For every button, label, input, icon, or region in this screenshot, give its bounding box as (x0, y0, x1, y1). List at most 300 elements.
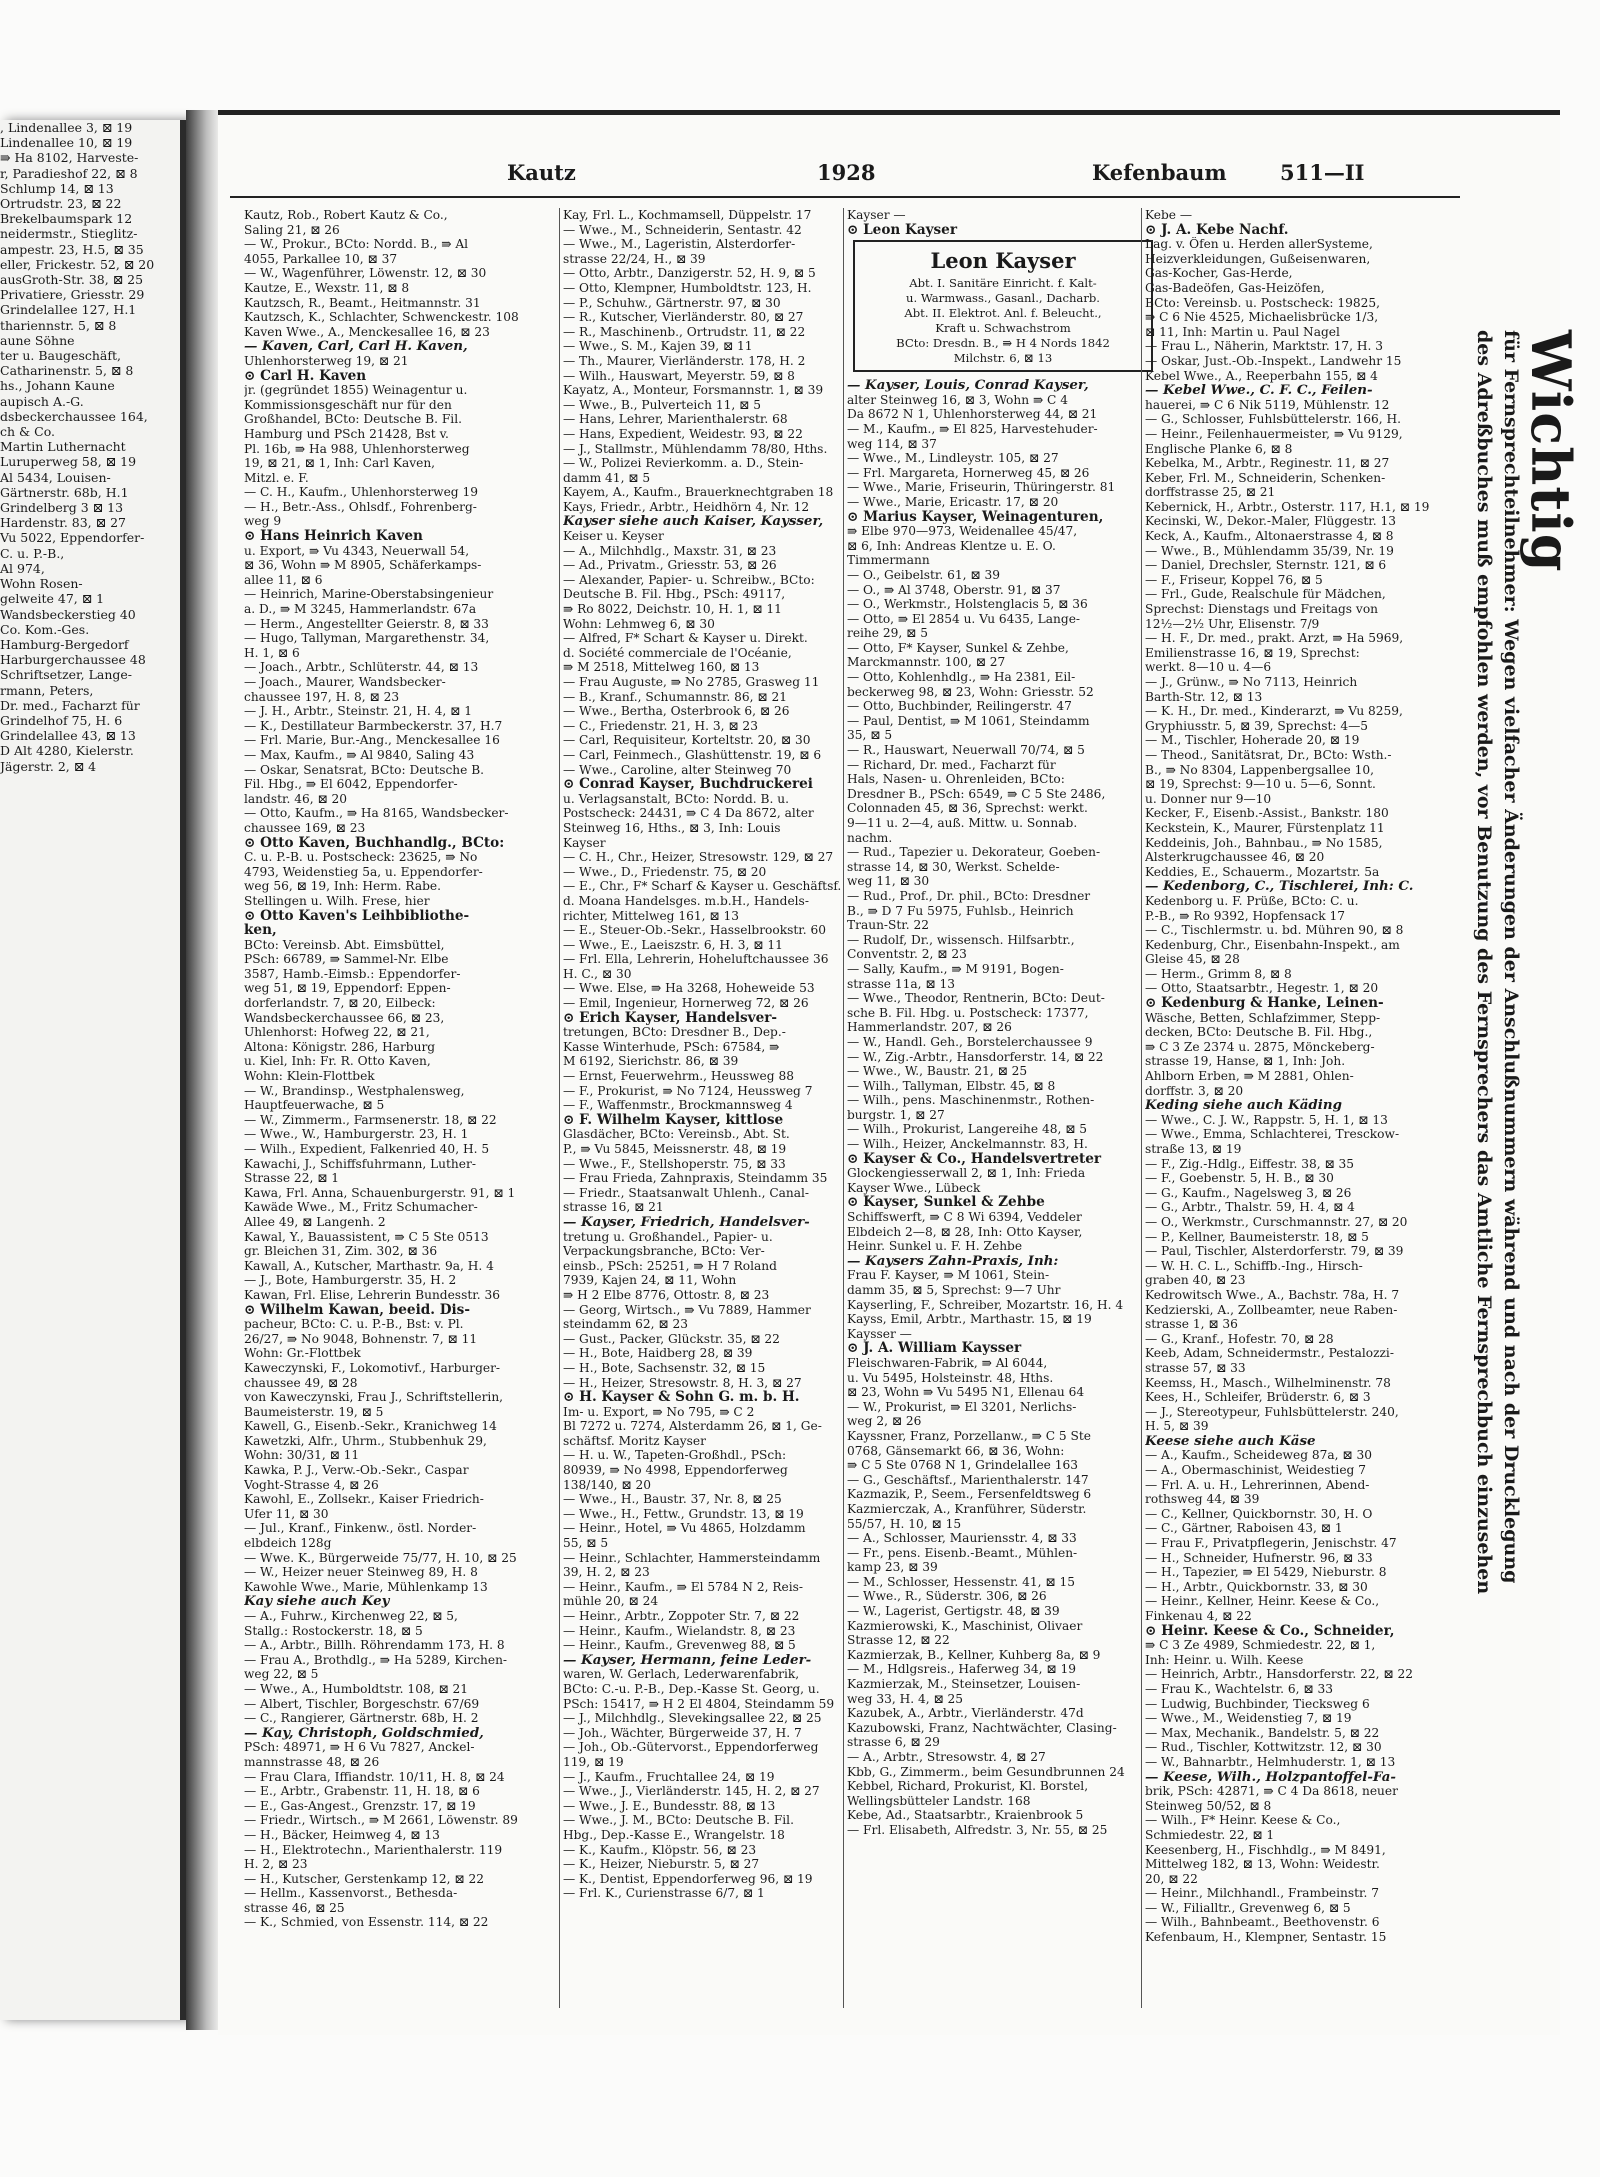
directory-firm-entry: ⊙ Hans Heinrich Kaven (244, 529, 423, 544)
directory-firm-entry: ⊙ Erich Kayser, Handelsver- (563, 1010, 778, 1026)
directory-entry: — Wwe., Emma, Schlachterei, Tresckow- (1145, 1127, 1400, 1142)
left-page-entry: D Alt 4280, Kielerstr. (0, 743, 134, 759)
directory-entry: — Frl. Margareta, Hornerweg 45, ⊠ 26 (847, 465, 1090, 480)
directory-entry: Colonnaden 45, ⊠ 36, Sprechst: werkt. (847, 801, 1088, 816)
ad-line: Kraft u. Schwachstrom (935, 321, 1071, 336)
directory-entry: 138/140, ⊠ 20 (563, 1477, 651, 1492)
directory-entry: — Wwe., Caroline, alter Steinweg 70 (563, 762, 792, 777)
directory-entry: — Wilh., Expedient, Falkenried 40, H. 5 (244, 1142, 490, 1156)
directory-entry: — C. H., Chr., Heizer, Stresowstr. 129, ⊠ 27 (563, 850, 834, 865)
directory-entry: Kazubowski, Franz, Nachtwächter, Clasing- (847, 1720, 1117, 1735)
directory-entry: — Heinr., Kellner, Heinr. Keese & Co., (1145, 1594, 1380, 1609)
directory-entry: ⇛ C 5 Ste 0768 N 1, Grindelallee 163 (847, 1458, 1079, 1473)
side-notice-line-2: des Adreßbuches muß empfohlen werden, vor Benutzung des Fernsprechers das Amtliche Fernsprechbuch einzusehen (1473, 330, 1495, 1595)
directory-entry: — Paul, Dentist, ⇛ M 1061, Steindamm (847, 713, 1090, 728)
directory-entry: Im- u. Export, ⇛ No 795, ⇛ C 2 (563, 1404, 755, 1419)
directory-entry: Wellingsbütteler Landstr. 168 (847, 1793, 1031, 1808)
directory-entry: sche B. Fil. Hbg. u. Postscheck: 17377, (847, 1005, 1089, 1020)
left-page-entry: Catharinenstr. 5, ⊠ 8 (0, 363, 134, 379)
directory-entry: — H. F., Dr. med., prakt. Arzt, ⇛ Ha 5969, (1145, 631, 1404, 646)
directory-entry: — J., Milchhdlg., Slevekingsallee 22, ⊠ 25 (563, 1711, 822, 1726)
directory-entry: — W., Bahnarbtr., Helmhuderstr. 1, ⊠ 13 (1145, 1754, 1396, 1769)
directory-entry: — Alexander, Papier- u. Schreibw., BCto: (563, 572, 815, 587)
directory-entry: — Otto, Klempner, Humboldtstr. 123, H. (563, 280, 812, 295)
directory-entry: — Hugo, Tallyman, Margarethenstr. 34, (244, 631, 490, 646)
directory-entry: — Kayser, Hermann, feine Leder- (563, 1652, 812, 1668)
directory-entry: Keesenberg, H., Fischhdlg., ⇛ M 8491, (1145, 1842, 1386, 1857)
directory-entry: Kedenborg u. F. Prüße, BCto: C. u. (1145, 893, 1359, 908)
left-page-entry: Grindelallee 43, ⊠ 13 (0, 728, 136, 744)
directory-entry: gr. Bleichen 31, Zim. 302, ⊠ 36 (244, 1244, 438, 1259)
directory-entry: — J., Kaufm., Fruchtallee 24, ⊠ 19 (563, 1769, 775, 1784)
directory-entry: Kayser (563, 835, 606, 850)
directory-entry: von Kaweczynski, Frau J., Schriftstellerin, (244, 1390, 504, 1405)
directory-entry: Deutsche B. Fil. Hbg., PSch: 49117, (563, 587, 786, 602)
directory-entry: Gas-Kocher, Gas-Herde, (1145, 266, 1293, 281)
directory-entry: — J., Bote, Hamburgerstr. 35, H. 2 (244, 1273, 457, 1288)
directory-entry: — Joh., Wächter, Bürgerweide 37, H. 7 (563, 1725, 802, 1740)
ad-line: u. Warmwass., Gasanl., Dacharb. (906, 291, 1100, 306)
directory-entry: Kazmazik, P., Seem., Fersenfeldtsweg 6 (847, 1487, 1092, 1502)
directory-entry: Kawell, G., Eisenb.-Sekr., Kranichweg 14 (244, 1419, 497, 1434)
directory-entry: — Wwe., M., Lindleystr. 105, ⊠ 27 (847, 451, 1059, 466)
side-notice (1470, 330, 1583, 1830)
directory-entry: — Wwe., M., Weidenstieg 7, ⊠ 19 (1145, 1711, 1352, 1726)
directory-entry: 80939, ⇛ No 4998, Eppendorferweg (563, 1463, 788, 1478)
directory-entry: Kecker, F., Eisenb.-Assist., Bankstr. 180 (1145, 806, 1389, 821)
directory-entry: ⊠ 19, Sprechst: 9—10 u. 5—6, Sonnt. (1145, 777, 1376, 792)
ad-line: Milchstr. 6, ⊠ 13 (953, 351, 1053, 366)
left-page-entry: Lindenallee 10, ⊠ 19 (0, 135, 133, 151)
directory-entry: strasse 19, Hanse, ⊠ 1, Inh: Joh. (1145, 1054, 1346, 1069)
directory-entry: — Herm., Grimm 8, ⊠ 8 (1145, 966, 1292, 981)
directory-entry: — Carl, Feinmech., Glashüttenstr. 19, ⊠ 6 (563, 747, 822, 762)
directory-entry: — Joach., Maurer, Wandsbecker- (244, 675, 446, 689)
directory-entry: weg 33, H. 4, ⊠ 25 (847, 1691, 964, 1706)
directory-entry: 26/27, ⇛ No 9048, Bohnenstr. 7, ⊠ 11 (244, 1331, 478, 1346)
directory-entry: — Rudolf, Dr., wissensch. Hilfsarbtr., (847, 932, 1075, 947)
directory-entry: Gleise 45, ⊠ 28 (1145, 952, 1240, 967)
directory-entry: — Ernst, Feuerwehrm., Heussweg 88 (563, 1069, 794, 1084)
column-separator (559, 208, 560, 2008)
directory-entry: PSch: 15417, ⇛ H 2 El 4804, Steindamm 59 (563, 1696, 835, 1711)
directory-entry: Kayser — (847, 208, 906, 222)
header-right-keyword: Kefenbaum (1092, 160, 1227, 185)
directory-entry: — H., Bote, Haidberg 28, ⊠ 39 (563, 1346, 753, 1361)
directory-entry: pacheur, BCto: C. u. P.-B., Bst: v. Pl. (244, 1317, 464, 1332)
directory-entry: — Georg, Wirtsch., ⇛ Vu 7889, Hammer (563, 1302, 811, 1317)
directory-entry: Wohn: Gr.-Flottbek (244, 1346, 361, 1361)
directory-entry: — Wwe., D., Friedenstr. 75, ⊠ 20 (563, 864, 767, 879)
directory-entry: PSch: 48971, ⇛ H 6 Vu 7827, Anckel- (244, 1740, 475, 1755)
directory-entry: — A., Milchhdlg., Maxstr. 31, ⊠ 23 (563, 543, 777, 558)
directory-entry: — W., Wagenführer, Löwenstr. 12, ⊠ 30 (244, 266, 487, 281)
left-page-entry: Vu 5022, Eppendorfer- (0, 530, 145, 546)
directory-entry: Strasse 12, ⊠ 22 (847, 1633, 950, 1648)
directory-entry: — Richard, Dr. med., Facharzt für (847, 757, 1056, 772)
directory-entry: Mittelweg 182, ⊠ 13, Wohn: Weidestr. (1145, 1857, 1380, 1872)
directory-entry: — Wwe., H., Fettw., Grundstr. 13, ⊠ 19 (563, 1506, 804, 1521)
directory-entry: — Wilh., pens. Maschinenmstr., Rothen- (847, 1093, 1095, 1108)
directory-entry: — Ludwig, Buchbinder, Tiecksweg 6 (1145, 1696, 1370, 1711)
directory-entry: P., ⇛ Vu 5845, Meissnerstr. 48, ⊠ 19 (563, 1142, 787, 1156)
directory-entry: Kautzsch, R., Beamt., Heitmannstr. 31 (244, 295, 481, 310)
directory-entry: — Hans, Expedient, Weidestr. 93, ⊠ 22 (563, 426, 803, 441)
left-page-entry: Wandsbeckerstieg 40 (0, 606, 136, 622)
directory-entry: — Oskar, Senatsrat, BCto: Deutsche B. (244, 762, 485, 777)
directory-entry: — F., Waffenmstr., Brockmannsweg 4 (563, 1098, 793, 1113)
directory-entry: — Wilh., Prokurist, Langereihe 48, ⊠ 5 (847, 1122, 1088, 1137)
column-2 (563, 208, 875, 2008)
directory-entry: — Wilh., F* Heinr. Keese & Co., (1145, 1813, 1341, 1828)
directory-entry: — Wwe., E., Laeiszstr. 6, H. 3, ⊠ 11 (563, 937, 783, 952)
directory-entry: 12½—2½ Uhr, Elisenstr. 7/9 (1145, 616, 1320, 631)
directory-entry: — W., Zimmerm., Farmsenerstr. 18, ⊠ 22 (244, 1112, 497, 1127)
directory-entry: — F., Prokurist, ⇛ No 7124, Heussweg 7 (563, 1083, 813, 1098)
directory-entry: strasse 11a, ⊠ 13 (847, 976, 955, 991)
directory-entry: hauerei, ⇛ C 6 Nik 5119, Mühlenstr. 12 (1145, 397, 1390, 412)
directory-entry: 0768, Gänsemarkt 66, ⊠ 36, Wohn: (847, 1443, 1065, 1458)
directory-entry: — M., Schlosser, Hessenstr. 41, ⊠ 15 (847, 1574, 1076, 1589)
directory-entry: Inh: Heinr. u. Wilh. Keese (1145, 1652, 1304, 1667)
directory-entry: Pl. 16b, ⇛ Ha 988, Uhlenhorsterweg (244, 441, 470, 456)
directory-entry: — Gust., Packer, Glückstr. 35, ⊠ 22 (563, 1331, 780, 1346)
directory-entry: Keckstein, K., Maurer, Fürstenplatz 11 (1145, 820, 1385, 835)
directory-entry: — Otto, Buchbinder, Reilingerstr. 47 (847, 699, 1072, 714)
directory-entry: — F., Zig.-Hdlg., Eiffestr. 38, ⊠ 35 (1145, 1156, 1355, 1171)
directory-entry: nachm. (847, 830, 893, 845)
directory-entry: — J., Grünw., ⇛ No 7113, Heinrich (1145, 675, 1358, 689)
side-notice-line-1: für Fernsprechteilnehmer: Wegen vielfacher Änderungen der Anschlußnummern während und nach der Drucklegung (1500, 330, 1522, 1584)
directory-entry: B., ⇛ D 7 Fu 5975, Fuhlsb., Heinrich (847, 903, 1074, 918)
directory-entry: — Heinr., Feilenhauermeister, ⇛ Vu 9129, (1145, 426, 1403, 441)
directory-entry: — Wwe., R., Süderstr. 306, ⊠ 26 (847, 1589, 1047, 1604)
directory-entry: Uhlenhorsterweg 19, ⊠ 21 (244, 353, 409, 368)
directory-entry: — E., Gas-Angest., Grenzstr. 17, ⊠ 19 (244, 1798, 476, 1813)
directory-firm-entry: ⊙ Conrad Kayser, Buchdruckerei (563, 777, 813, 792)
directory-entry: — O., ⇛ Al 3748, Oberstr. 91, ⊠ 37 (847, 582, 1061, 597)
directory-firm-entry: ⊙ H. Kayser & Sohn G. m. b. H. (563, 1390, 800, 1405)
directory-entry: — H., Kutscher, Gerstenkamp 12, ⊠ 22 (244, 1871, 484, 1886)
directory-entry: Kazubek, A., Arbtr., Vierländerstr. 47d (847, 1706, 1084, 1721)
directory-entry: Kautze, E., Wexstr. 11, ⊠ 8 (244, 280, 410, 295)
directory-entry: Saling 21, ⊠ 26 (244, 222, 340, 237)
directory-entry: Hbg., Dep.-Kasse E., Wrangelstr. 18 (563, 1827, 785, 1842)
directory-entry: u. Donner nur 9—10 (1145, 791, 1272, 806)
directory-entry: d. Société commerciale de l'Océanie, (563, 645, 792, 660)
directory-entry: — W. H. C. L., Schiffb.-Ing., Hirsch- (1145, 1258, 1363, 1273)
directory-entry: Strasse 22, ⊠ 1 (244, 1171, 340, 1186)
directory-entry: Kebernick, H., Arbtr., Osterstr. 117, H.1, ⊠ 19 (1145, 499, 1430, 514)
directory-entry: Hammerlandstr. 207, ⊠ 26 (847, 1020, 1012, 1035)
directory-entry: — H., Bäcker, Heimweg 4, ⊠ 13 (244, 1827, 440, 1842)
directory-entry: u. Export, ⇛ Vu 4343, Neuerwall 54, (244, 543, 470, 558)
directory-entry: — W., Brandinsp., Westphalensweg, (244, 1083, 465, 1098)
directory-entry: — G., Kranf., Hofestr. 70, ⊠ 28 (1145, 1331, 1334, 1346)
directory-entry: weg 2, ⊠ 26 (847, 1414, 922, 1429)
directory-entry: — Otto, Staatsarbtr., Hegestr. 1, ⊠ 20 (1145, 981, 1379, 996)
directory-entry: Kautz, Rob., Robert Kautz & Co., (244, 208, 448, 222)
left-page-entry: ⇛ Ha 8102, Harveste- (0, 150, 139, 166)
directory-entry: — C., Friedenstr. 21, H. 3, ⊠ 23 (563, 718, 758, 733)
directory-entry: Kedrowitsch Wwe., A., Bachstr. 78a, H. 7 (1145, 1287, 1400, 1302)
directory-entry: — Frau Clara, Iffiandstr. 10/11, H. 8, ⊠ 24 (244, 1769, 505, 1784)
directory-entry: — Heinr., Kaufm., Grevenweg 88, ⊠ 5 (563, 1638, 796, 1653)
directory-entry: — E., Chr., F* Scharf & Kayser u. Geschäftsf. (563, 879, 842, 894)
directory-entry: — M., Kaufm., ⇛ El 825, Harvestehuder- (847, 421, 1098, 436)
directory-entry: schäftsf. Moritz Kayser (563, 1433, 706, 1448)
directory-entry: 3587, Hamb.-Eimsb.: Eppendorfer- (244, 966, 461, 981)
directory-entry: — R., Maschinenb., Ortrudstr. 11, ⊠ 22 (563, 324, 806, 339)
directory-entry: — A., Obermaschinist, Weidestieg 7 (1145, 1463, 1366, 1478)
directory-entry: H. 5, ⊠ 39 (1145, 1419, 1209, 1434)
left-page-entry: , Lindenallee 3, ⊠ 19 (0, 120, 133, 135)
directory-entry: — Frau K., Wachtelstr. 6, ⊠ 33 (1145, 1681, 1333, 1696)
directory-entry: Keding siehe auch Käding (1145, 1098, 1342, 1113)
ad-company-name: Leon Kayser (930, 248, 1076, 274)
directory-entry: — Carl, Requisiteur, Korteltstr. 20, ⊠ 30 (563, 733, 811, 748)
directory-entry: — Heinr., Arbtr., Zoppoter Str. 7, ⊠ 22 (563, 1609, 800, 1623)
directory-entry: weg 56, ⊠ 19, Inh: Herm. Rabe. (244, 879, 441, 894)
directory-entry: — C., Gärtner, Raboisen 43, ⊠ 1 (1145, 1521, 1343, 1536)
left-page-entry: Al 974, (0, 560, 45, 576)
page-header (222, 160, 1462, 190)
directory-firm-entry: ⊙ Heinr. Keese & Co., Schneider, (1145, 1623, 1395, 1639)
directory-entry: Sprechst: Dienstags und Freitags von (1145, 602, 1379, 617)
directory-entry: — C. H., Kaufm., Uhlenhorsterweg 19 (244, 485, 478, 500)
directory-entry: Großhandel, BCto: Deutsche B. Fil. (244, 412, 462, 427)
directory-entry: Allee 49, ⊠ Langenh. 2 (244, 1214, 386, 1229)
directory-entry: — H., Heizer, Stresowstr. 8, H. 3, ⊠ 27 (563, 1375, 802, 1390)
directory-entry: Kawka, P. J., Verw.-Ob.-Sekr., Caspar (244, 1463, 469, 1478)
directory-entry: — Heinrich, Marine-Oberstabsingenieur (244, 587, 494, 602)
left-page-entry: Grindelhof 75, H. 6 (0, 712, 123, 728)
directory-entry: Kebel Wwe., A., Reeperbahn 155, ⊠ 4 (1145, 368, 1378, 383)
directory-entry: rothsweg 44, ⊠ 39 (1145, 1492, 1260, 1507)
directory-entry: dorffstrasse 25, ⊠ 21 (1145, 485, 1276, 500)
directory-entry: — A., Kaufm., Scheideweg 87a, ⊠ 30 (1145, 1448, 1372, 1463)
directory-entry: decken, BCto: Deutsche B. Fil. Hbg., (1145, 1025, 1373, 1040)
directory-entry: Hals, Nasen- u. Ohrenleiden, BCto: (847, 772, 1065, 787)
directory-entry: — P., Schuhw., Gärtnerstr. 97, ⊠ 30 (563, 295, 781, 310)
directory-entry: Kays, Friedr., Arbtr., Heidhörn 4, Nr. 12 (563, 499, 810, 514)
directory-entry: — Wwe., C. J. W., Rappstr. 5, H. 1, ⊠ 13 (1145, 1112, 1388, 1127)
directory-entry: — J., Stereotypeur, Fuhlsbüttelerstr. 240, (1145, 1404, 1399, 1419)
directory-entry: — W., Lagerist, Gertigstr. 48, ⊠ 39 (847, 1604, 1060, 1619)
directory-entry: Fleischwaren-Fabrik, ⇛ Al 6044, (847, 1355, 1048, 1370)
directory-firm-entry: ⊙ Kayser, Sunkel & Zehbe (847, 1195, 1045, 1211)
header-year: 1928 (817, 160, 876, 185)
left-page-entry: thariennstr. 5, ⊠ 8 (0, 317, 117, 333)
directory-firm-entry: ⊙ Kedenburg & Hanke, Leinen- (1145, 996, 1384, 1011)
directory-entry: — Wilh., Heizer, Anckelmannstr. 83, H. (847, 1137, 1088, 1152)
directory-entry: ⇛ C 3 Ze 2374 u. 2875, Mönckeberg- (1145, 1039, 1375, 1054)
directory-entry: — K., Destillateur Barmbeckerstr. 37, H.7 (244, 718, 503, 733)
directory-entry: — Frau Auguste, ⇛ No 2785, Grasweg 11 (563, 675, 820, 689)
directory-entry: — Max, Mechanik., Bandelstr. 5, ⊠ 22 (1145, 1725, 1380, 1740)
directory-entry: Wandsbeckerchaussee 66, ⊠ 23, (244, 1010, 445, 1025)
directory-entry: Schiffswerft, ⇛ C 8 Wi 6394, Veddeler (847, 1210, 1082, 1225)
directory-entry: Kay, Frl. L., Kochmamsell, Düppelstr. 17 (563, 208, 812, 222)
directory-entry: burgstr. 1, ⊠ 27 (847, 1107, 945, 1122)
directory-entry: Uhlenhorst: Hofweg 22, ⊠ 21, (244, 1025, 430, 1040)
directory-entry: 35, ⊠ 5 (847, 728, 893, 743)
directory-entry: — K. H., Dr. med., Kinderarzt, ⇛ Vu 8259, (1145, 704, 1403, 719)
directory-entry: Kommissionsgeschäft nur für den (244, 397, 452, 412)
directory-entry: — Fr., pens. Eisenb.-Beamt., Mühlen- (847, 1545, 1078, 1560)
directory-entry: brik, PSch: 42871, ⇛ C 4 Da 8618, neuer (1145, 1784, 1398, 1799)
directory-entry: — Herm., Angestellter Geierstr. 8, ⊠ 33 (244, 616, 489, 631)
directory-entry: — W., Polizei Revierkomm. a. D., Stein- (563, 456, 804, 471)
directory-entry: — Sally, Kaufm., ⇛ M 9191, Bogen- (847, 961, 1064, 976)
directory-entry: Kautzsch, K., Schlachter, Schwenckestr. 108 (244, 310, 519, 325)
directory-entry: alter Steinweg 16, ⊠ 3, Wohn ⇛ C 4 (847, 392, 1068, 407)
directory-entry: — Paul, Tischler, Alsterdorferstr. 79, ⊠ 39 (1145, 1244, 1404, 1259)
directory-entry: — Heinr., Hotel, ⇛ Vu 4865, Holzdamm (563, 1521, 806, 1536)
directory-entry: Kawal, Y., Bauassistent, ⇛ C 5 Ste 0513 (244, 1229, 489, 1244)
directory-entry: Keddies, E., Schauerm., Mozartstr. 5a (1145, 864, 1380, 879)
left-page-entry: gelweite 47, ⊠ 1 (0, 591, 105, 607)
directory-entry: Barth-Str. 12, ⊠ 13 (1145, 689, 1263, 704)
directory-entry: Kayserling, F., Schreiber, Mozartstr. 16, H. 4 (847, 1297, 1124, 1312)
directory-entry: — Emil, Ingenieur, Hornerweg 72, ⊠ 26 (563, 996, 809, 1011)
directory-entry: — Wwe., Marie, Friseurin, Thüringerstr. 81 (847, 480, 1116, 495)
directory-entry: — Wwe., B., Mühlendamm 35/39, Nr. 19 (1145, 543, 1394, 558)
directory-entry: — R., Hauswart, Neuerwall 70/74, ⊠ 5 (847, 743, 1085, 758)
directory-entry: — C., Kellner, Quickbornstr. 30, H. O (1145, 1506, 1373, 1521)
directory-entry: Hauptfeuerwache, ⊠ 5 (244, 1098, 385, 1113)
directory-entry: — W., Handl. Geh., Borstelerchaussee 9 (847, 1034, 1093, 1049)
left-page-entry: Grindelallee 127, H.1 (0, 302, 137, 318)
directory-entry: — Wwe., J., Vierländerstr. 145, H. 2, ⊠ 27 (563, 1784, 820, 1799)
directory-entry: Kayatz, A., Monteur, Forsmannstr. 1, ⊠ 39 (563, 383, 824, 398)
directory-entry: — G., Schlosser, Fuhlsbüttelerstr. 166, H. (1145, 412, 1401, 427)
directory-entry: — Wwe., W., Baustr. 21, ⊠ 25 (847, 1064, 1028, 1079)
directory-firm-entry: ⊙ J. A. William Kaysser (847, 1341, 1022, 1356)
directory-entry: Kayser siehe auch Kaiser, Kaysser, (563, 514, 824, 530)
directory-entry: — C., Rangierer, Gärtnerstr. 68b, H. 2 (244, 1711, 479, 1726)
directory-entry: — Kay, Christoph, Goldschmied, (244, 1725, 484, 1741)
directory-entry: mannstrasse 48, ⊠ 26 (244, 1754, 380, 1769)
directory-entry: — W., Zig.-Arbtr., Hansdorferstr. 14, ⊠ 22 (847, 1049, 1104, 1064)
left-page-entry: Hardenstr. 83, ⊠ 27 (0, 515, 126, 531)
directory-entry: Kebbel, Richard, Prokurist, Kl. Borstel, (847, 1779, 1089, 1794)
left-page-entry: Hamburg-Bergedorf (0, 636, 129, 652)
directory-entry: Kedenburg, Chr., Eisenbahn-Inspekt., am (1145, 937, 1400, 952)
column-3 (847, 208, 1159, 2008)
directory-entry: — Otto, Kohlenhdlg., ⇛ Ha 2381, Eil- (847, 670, 1076, 685)
directory-firm-entry: ⊙ Wilhelm Kawan, beeid. Dis- (244, 1302, 470, 1318)
left-page-entry: Brekelbaumspark 12 (0, 211, 133, 227)
directory-entry: weg 22, ⊠ 5 (244, 1667, 319, 1682)
directory-entry: Bl 7272 u. 7274, Alsterdamm 26, ⊠ 1, Ge- (563, 1419, 822, 1434)
directory-entry: — Wwe., W., Hamburgerstr. 23, H. 1 (244, 1127, 469, 1142)
directory-entry: ⇛ Ro 8022, Deichstr. 10, H. 1, ⊠ 11 (563, 602, 782, 617)
directory-entry: — O., Werkmstr., Holstenglacis 5, ⊠ 36 (847, 597, 1088, 612)
directory-entry: B., ⇛ No 8304, Lappenbergsallee 10, (1145, 762, 1374, 777)
directory-entry: — Frau F., Privatpflegerin, Jenischstr. 47 (1145, 1536, 1397, 1551)
directory-entry: beckerweg 98, ⊠ 23, Wohn: Griesstr. 52 (847, 684, 1094, 699)
directory-entry: Traun-Str. 22 (847, 918, 930, 933)
header-rule (230, 196, 1460, 198)
directory-entry: steindamm 62, ⊠ 23 (563, 1317, 689, 1332)
directory-entry: strasse 57, ⊠ 33 (1145, 1360, 1246, 1375)
directory-entry: — Wwe., A., Humboldtstr. 108, ⊠ 21 (244, 1681, 469, 1696)
directory-entry: — Wwe., J. E., Bundesstr. 88, ⊠ 13 (563, 1798, 776, 1813)
directory-entry: — W., Heizer neuer Steinweg 89, H. 8 (244, 1565, 478, 1580)
directory-entry: strasse 16, ⊠ 21 (563, 1200, 664, 1215)
directory-entry: Wohn: 30/31, ⊠ 11 (244, 1448, 360, 1463)
directory-entry: — A., Arbtr., Stresowstr. 4, ⊠ 27 (847, 1750, 1046, 1764)
left-page-entry: aupisch A.-G. (0, 393, 84, 409)
directory-entry: — Frau A., Brothdlg., ⇛ Ha 5289, Kirchen- (244, 1652, 508, 1667)
directory-entry: Kawachi, J., Schiffsfuhrmann, Luther- (244, 1156, 476, 1171)
left-page-fragment (0, 120, 186, 2020)
directory-entry: waren, W. Gerlach, Lederwarenfabrik, (563, 1667, 800, 1682)
directory-entry: — Otto, Kaufm., ⇛ Ha 8165, Wandsbecker- (244, 806, 509, 821)
left-page-entry: Jägerstr. 2, ⊠ 4 (0, 758, 97, 774)
left-page-entry: dsbeckerchaussee 164, (0, 408, 148, 424)
directory-entry: — K., Dentist, Eppendorferweg 96, ⊠ 19 (563, 1871, 813, 1886)
directory-entry: a. D., ⇛ M 3245, Hammerlandstr. 67a (244, 602, 477, 617)
directory-entry: — Th., Maurer, Vierländerstr. 178, H. 2 (563, 353, 806, 368)
directory-entry: — O., Werkmstr., Curschmannstr. 27, ⊠ 20 (1145, 1214, 1408, 1229)
directory-entry: Steinweg 50/52, ⊠ 8 (1145, 1798, 1272, 1813)
left-page-entry: Co. Kom.-Ges. (0, 621, 90, 637)
directory-entry: BCto: C.-u. P.-B., Dep.-Kasse St. Georg, u. (563, 1681, 820, 1696)
directory-entry: Schmiedestr. 22, ⊠ 1 (1145, 1827, 1275, 1842)
directory-entry: 55, ⊠ 5 (563, 1536, 609, 1551)
directory-entry: strasse 22/24, H., ⊠ 39 (563, 251, 706, 266)
directory-entry: 9—11 u. 2—4, auß. Mittw. u. Sonnab. (847, 816, 1078, 830)
column-4 (1145, 208, 1445, 2008)
directory-entry: Kawäde Wwe., M., Fritz Schumacher- (244, 1200, 478, 1215)
directory-entry: straße 13, ⊠ 19 (1145, 1142, 1242, 1156)
directory-entry: — Frl. Marie, Bur.-Ang., Menckesallee 16 (244, 733, 500, 748)
directory-entry: Glasdächer, BCto: Vereinsb., Abt. St. (563, 1127, 790, 1142)
directory-entry: Kawohl, E., Zollsekr., Kaiser Friedrich- (244, 1492, 484, 1507)
directory-entry: — Wwe., S. M., Kajen 39, ⊠ 11 (563, 339, 753, 354)
directory-entry: Baumeisterstr. 19, ⊠ 5 (244, 1404, 384, 1419)
column-separator (843, 208, 844, 2008)
directory-entry: reihe 29, ⊠ 5 (847, 626, 928, 641)
directory-entry: allee 11, ⊠ 6 (244, 572, 323, 587)
directory-entry: strasse 14, ⊠ 30, Werkst. Schelde- (847, 859, 1060, 874)
directory-entry: Conventstr. 2, ⊠ 23 (847, 947, 967, 962)
directory-entry: — Joh., Ob.-Gütervorst., Eppendorferweg (563, 1740, 819, 1755)
directory-entry: u. Vu 5495, Holsteinstr. 48, Hths. (847, 1370, 1054, 1385)
directory-entry: Stallg.: Rostockerstr. 18, ⊠ 5 (244, 1623, 423, 1638)
directory-entry: — Keese, Wilh., Holzpantoffel-Fa- (1145, 1769, 1396, 1785)
directory-entry: Keber, Frl. M., Schneiderin, Schenken- (1145, 470, 1386, 485)
directory-entry: Kebelka, M., Arbtr., Reginestr. 11, ⊠ 27 (1145, 456, 1390, 471)
directory-entry: jr. (gegründet 1855) Weinagentur u. (244, 383, 468, 398)
directory-entry: — Kedenborg, C., Tischlerei, Inh: C. (1145, 879, 1414, 894)
directory-entry: — Frau Frieda, Zahnpraxis, Steindamm 35 (563, 1171, 828, 1186)
directory-entry: Wäsche, Betten, Schlafzimmer, Stepp- (1145, 1010, 1381, 1025)
directory-entry: BCto: Vereinsb. u. Postscheck: 19825, (1145, 295, 1380, 310)
directory-entry: Hamburg und PSch 21428, Bst v. (244, 426, 449, 441)
directory-entry: Kecinski, W., Dekor.-Maler, Flüggestr. 13 (1145, 514, 1397, 529)
left-page-entry: Schlump 14, ⊠ 13 (0, 180, 114, 196)
left-page-entry: eller, Frickestr. 52, ⊠ 20 (0, 256, 155, 272)
directory-entry: — Rud., Tischler, Kottwitzstr. 12, ⊠ 30 (1145, 1740, 1382, 1755)
directory-entry: — Frl. Ella, Lehrerin, Hoheluftchaussee 36 (563, 952, 829, 967)
directory-entry: — H., Tapezier, ⇛ El 5429, Nieburstr. 8 (1145, 1565, 1387, 1580)
directory-entry: Kawan, Frl. Elise, Lehrerin Bundesstr. 36 (244, 1287, 500, 1302)
directory-entry: — Wwe. Else, ⇛ Ha 3268, Hoheweide 53 (563, 981, 815, 996)
directory-entry: Dresdner B., PSch: 6549, ⇛ C 5 Ste 2486, (847, 786, 1106, 801)
